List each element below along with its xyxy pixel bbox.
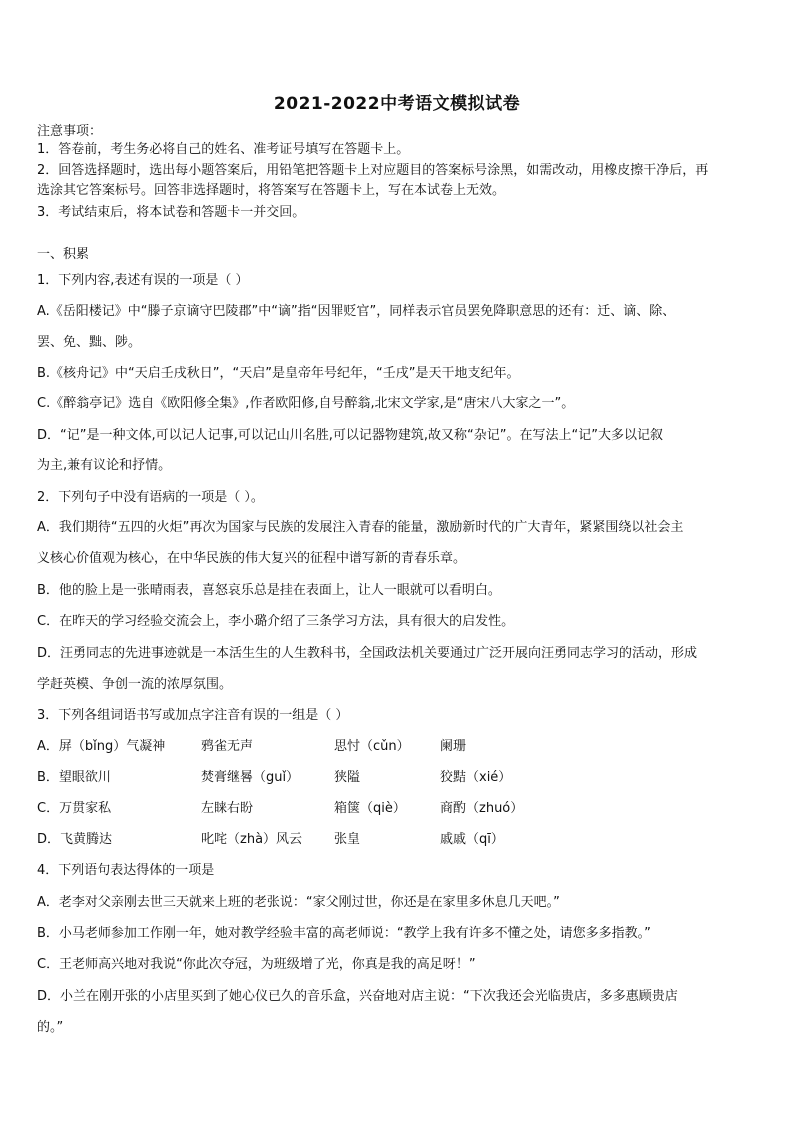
option-cell: 戚戚（qī） [440, 832, 504, 847]
option-a-cont: 义核心价值观为核心，在中华民族的伟大复兴的征程中谱写新的青春乐章。 [37, 551, 467, 566]
option-cell: A．屏（bǐng）气凝神 [37, 739, 166, 754]
option-b: B.《核舟记》中“天启壬戌秋日”，“天启”是皇帝年号纪年，“壬戌”是天干地支纪年。 [37, 366, 520, 381]
option-d-cont: 为主,兼有议论和抒情。 [37, 458, 172, 473]
option-a: A.《岳阳楼记》中“滕子京谪守巴陵郡”中“谪”指“因罪贬官”，同样表示官员罢免降职意思的还有：迁、谪、除、 [37, 304, 676, 319]
option-cell: 叱咤（zhà）风云 [201, 832, 303, 847]
option-cell: B．望眼欲川 [37, 770, 111, 785]
notice-line: 3．考试结束后，将本试卷和答题卡一并交回。 [37, 205, 306, 220]
option-b: B．他的脸上是一张晴雨表，喜怒哀乐总是挂在表面上，让人一眼就可以看明白。 [37, 583, 501, 598]
option-cell: 鸦雀无声 [201, 739, 254, 754]
option-c: C.《醉翁亭记》选自《欧阳修全集》,作者欧阳修,自号醉翁,北宋文学家,是“唐宋八大家之一”。 [37, 396, 575, 411]
option-b: B．小马老师参加工作刚一年，她对教学经验丰富的高老师说：“教学上我有许多不懂之处，请您多多指教。” [37, 926, 651, 941]
option-a: A．老李对父亲刚去世三天就来上班的老张说：“家父刚过世，你还是在家里多休息几天吧。” [37, 895, 560, 910]
question-stem: 3．下列各组词语书写或加点字注音有误的一组是（ ） [37, 708, 349, 723]
option-d: D．汪勇同志的先进事迹就是一本活生生的人生教科书，全国政法机关要通过广泛开展向汪勇同志学习的活动，形成 [37, 646, 698, 661]
section-heading: 一、积累 [37, 247, 90, 262]
option-a: A．我们期待“五四的火炬”再次为国家与民族的发展注入青春的能量，激励新时代的广大青年，紧紧围绕以社会主 [37, 520, 684, 535]
option-cell: C．万贯家私 [37, 801, 112, 816]
option-cell: D．飞黄腾达 [37, 832, 113, 847]
option-d-cont: 学赶英模、争创一流的浓厚氛围。 [37, 677, 233, 692]
option-cell: 商酌（zhuó） [440, 801, 524, 816]
option-cell: 狡黠（xié） [440, 770, 512, 785]
option-cell: 思忖（cǔn） [334, 739, 410, 754]
option-d-cont: 的。” [37, 1020, 64, 1035]
option-cell: 箱箧（qiè） [334, 801, 406, 816]
question-stem: 1．下列内容,表述有误的一项是（ ） [37, 273, 249, 288]
notice-heading: 注意事项： [37, 124, 103, 139]
option-c: C．在昨天的学习经验交流会上，李小璐介绍了三条学习方法，具有很大的启发性。 [37, 614, 515, 629]
option-cell: 焚膏继晷（guǐ） [201, 770, 300, 785]
option-a-cont: 罢、免、黜、陟。 [37, 335, 142, 350]
question-stem: 2．下列句子中没有语病的一项是（ ）。 [37, 490, 264, 505]
question-stem: 4．下列语句表达得体的一项是 [37, 863, 215, 878]
option-cell: 张皇 [334, 832, 361, 847]
option-cell: 左睐右盼 [201, 801, 254, 816]
notice-line: 选涂其它答案标号。回答非选择题时，将答案写在答题卡上，写在本试卷上无效。 [37, 183, 506, 198]
option-d: D．“记”是一种文体,可以记人记事,可以记山川名胜,可以记器物建筑,故又称“杂记”。在写法上“记”大多以记叙 [37, 428, 663, 443]
option-cell: 狭隘 [334, 770, 361, 785]
option-c: C．王老师高兴地对我说“你此次夺冠，为班级增了光，你真是我的高足呀！” [37, 957, 476, 972]
page-title: 2021-2022中考语文模拟试卷 [273, 94, 521, 114]
option-cell: 阑珊 [440, 739, 467, 754]
notice-line: 2．回答选择题时，选出每小题答案后，用铅笔把答题卡上对应题目的答案标号涂黑，如需改动，用橡皮擦干净后，再 [37, 163, 709, 178]
notice-line: 1．答卷前，考生务必将自己的姓名、准考证号填写在答题卡上。 [37, 142, 410, 157]
option-d: D．小兰在刚开张的小店里买到了她心仪已久的音乐盒，兴奋地对店主说：“下次我还会光临贵店，多多惠顾贵店 [37, 989, 678, 1004]
